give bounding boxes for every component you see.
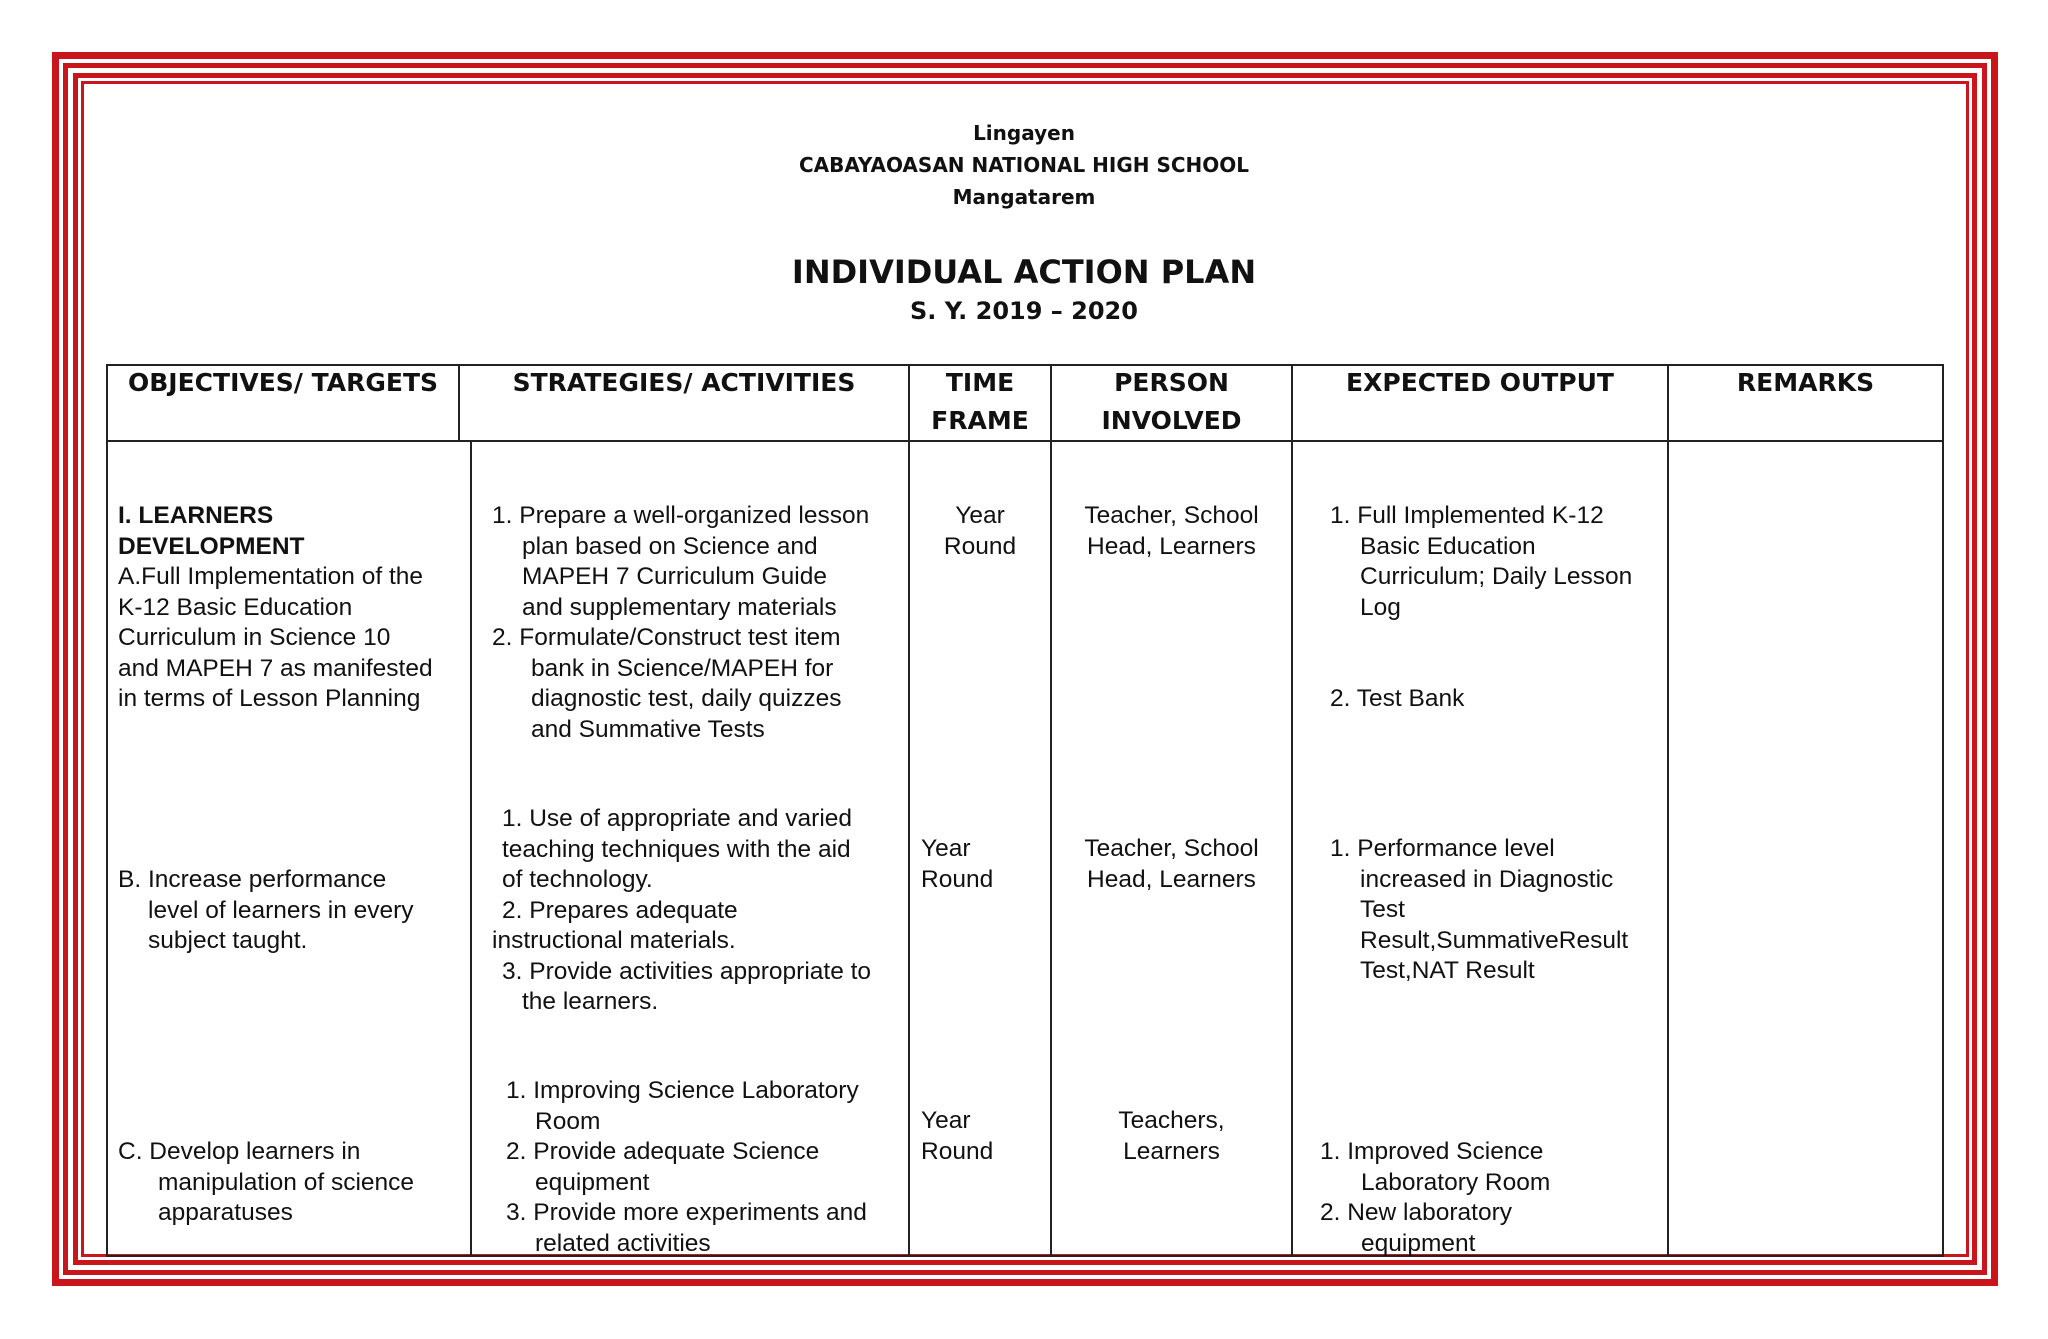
col-header-remarks: REMARKS bbox=[1736, 368, 1875, 397]
row-a-objective: I. LEARNERS DEVELOPMENT A.Full Implementation of the K-12 Basic Education Curriculum in Science 10 and MAPEH 7 as manifested in terms of Lesson Planning bbox=[118, 502, 433, 712]
row-c-person-involved: Teachers, Learners bbox=[1118, 1107, 1225, 1165]
col-header-person-involved: PERSON INVOLVED bbox=[1101, 368, 1242, 435]
col-divider-1-body bbox=[470, 440, 472, 1257]
row-a-time-frame: Year Round bbox=[943, 502, 1017, 560]
row-b-expected-output: 1. Performance level increased in Diagnostic Test Result,SummativeResult Test,NAT Result bbox=[1330, 835, 1629, 984]
row-c-strategies: 1. Improving Science Laboratory Room 2. Provide adequate Science equipment 3. Provide more experiments and related activities bbox=[506, 1077, 867, 1257]
section-heading: I. LEARNERS bbox=[118, 502, 274, 529]
col-header-expected-output: EXPECTED OUTPUT bbox=[1346, 368, 1614, 397]
document-title: INDIVIDUAL ACTION PLAN bbox=[791, 253, 1257, 291]
table-border-right bbox=[1942, 364, 1944, 1257]
section-heading: DEVELOPMENT bbox=[118, 532, 305, 560]
header-town: Lingayen bbox=[973, 121, 1075, 145]
row-c-time-frame: Year Round bbox=[921, 1107, 994, 1165]
col-header-time-frame: TIME FRAME bbox=[931, 368, 1029, 435]
row-a-expected-output: 1. Full Implemented K-12 Basic Education Curriculum; Daily Lesson Log 2. Test Bank bbox=[1330, 502, 1633, 712]
row-a-strategies: 1. Prepare a well-organized lesson plan based on Science and MAPEH 7 Curriculum Guide and supplementary materials 2. Formulate/Construct test item bank in Science/MAPEH for diagnostic test, daily quizzes and Summative Tests bbox=[492, 502, 870, 743]
table-border-left bbox=[106, 364, 108, 1257]
col-divider-4 bbox=[1291, 364, 1293, 1257]
row-b-strategies: 1. Use of appropriate and varied teaching techniques with the aid of technology. 2. Prepares adequate instructional materials. 3. Provide activities appropriate to the learners. bbox=[492, 805, 872, 1015]
col-divider-5 bbox=[1667, 364, 1669, 1257]
col-divider-2 bbox=[908, 364, 910, 1257]
row-a-person-involved: Teacher, School Head, Learners bbox=[1084, 502, 1259, 560]
school-year: S. Y. 2019 – 2020 bbox=[910, 297, 1138, 325]
col-header-strategies: STRATEGIES/ ACTIVITIES bbox=[512, 368, 856, 397]
row-b-objective: B. Increase performance level of learners in every subject taught. bbox=[118, 866, 414, 954]
row-b-time-frame: Year Round bbox=[921, 835, 994, 893]
col-header-objectives: OBJECTIVES/ TARGETS bbox=[127, 368, 439, 397]
row-c-expected-output: 1. Improved Science Laboratory Room 2. New laboratory equipment bbox=[1320, 1138, 1551, 1257]
row-b-person-involved: Teacher, School Head, Learners bbox=[1084, 835, 1259, 893]
header-district: Mangatarem bbox=[952, 185, 1096, 209]
row-c-objective: C. Develop learners in manipulation of science apparatuses bbox=[118, 1138, 415, 1226]
header-school-name: CABAYAOASAN NATIONAL HIGH SCHOOL bbox=[798, 153, 1250, 177]
